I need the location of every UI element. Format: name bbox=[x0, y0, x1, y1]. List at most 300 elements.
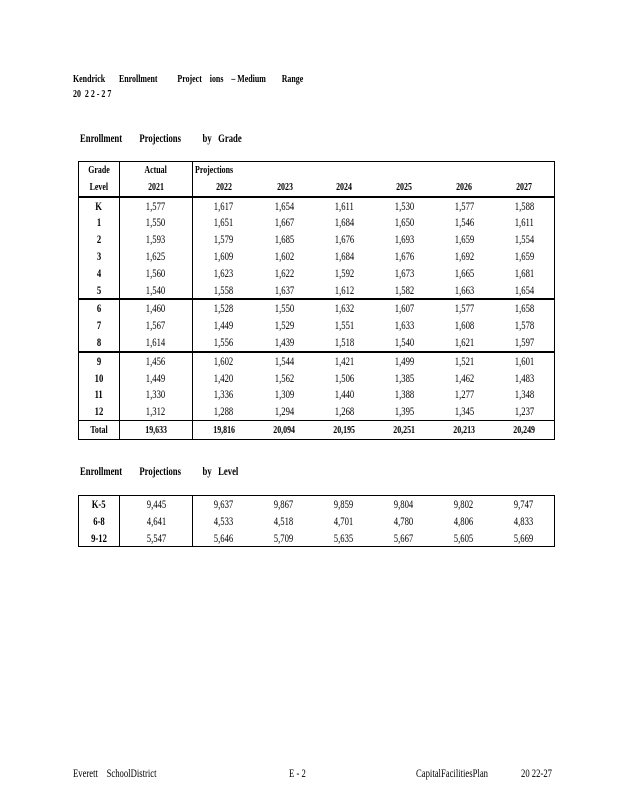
grade-cell bbox=[79, 214, 120, 231]
total-label-text: Total bbox=[90, 423, 108, 436]
value-cell-text: 4,806 bbox=[454, 513, 474, 528]
value-cell bbox=[119, 370, 192, 387]
grade-cell bbox=[79, 282, 120, 300]
value-cell bbox=[119, 317, 192, 334]
value-cell-text: 1,577 bbox=[454, 198, 474, 213]
value-cell bbox=[120, 496, 193, 513]
value-cell bbox=[374, 248, 434, 265]
value-cell bbox=[434, 403, 494, 420]
value-cell bbox=[255, 352, 315, 370]
value-cell-text: 1,597 bbox=[514, 334, 534, 349]
table-row bbox=[79, 370, 555, 387]
value-cell-text: 1,676 bbox=[394, 248, 415, 263]
value-cell-text: 1,611 bbox=[514, 215, 534, 230]
value-cell bbox=[192, 370, 254, 387]
value-cell bbox=[374, 282, 434, 300]
value-cell-text: 1,608 bbox=[454, 318, 474, 333]
value-cell-text: 1,449 bbox=[213, 318, 234, 333]
value-cell-text: 1,456 bbox=[146, 353, 166, 368]
value-cell bbox=[120, 530, 193, 547]
value-cell-text: 1,658 bbox=[514, 301, 534, 316]
grade-cell-text: K bbox=[95, 198, 103, 213]
value-cell-text: 1,312 bbox=[146, 404, 166, 419]
enrollment-by-grade-table bbox=[78, 161, 555, 440]
total-value bbox=[119, 420, 192, 439]
value-cell bbox=[255, 299, 315, 317]
value-cell-text: 1,518 bbox=[334, 334, 355, 349]
footer-plan-years bbox=[521, 766, 564, 781]
table-row bbox=[79, 248, 555, 265]
level-section-title-text: Enrollment Projections by Level bbox=[80, 464, 239, 478]
value-cell bbox=[434, 530, 494, 547]
value-cell bbox=[315, 317, 375, 334]
value-cell-text: 1,593 bbox=[146, 232, 166, 247]
value-cell-text: 9,637 bbox=[213, 497, 234, 511]
header-year bbox=[255, 179, 315, 197]
value-cell bbox=[374, 496, 434, 513]
value-cell-text: 1,592 bbox=[334, 265, 355, 280]
grade-cell bbox=[79, 403, 120, 420]
header-year bbox=[434, 179, 494, 197]
table-row bbox=[79, 299, 555, 317]
value-cell-text: 1,633 bbox=[394, 318, 415, 333]
value-cell-text: 1,693 bbox=[394, 232, 415, 247]
grade-cell-text: 3 bbox=[96, 248, 102, 263]
value-cell-text: 1,529 bbox=[274, 318, 295, 333]
total-value-text: 20,251 bbox=[393, 423, 416, 436]
grade-cell-text: 5 bbox=[96, 282, 102, 297]
value-cell-text: 1,506 bbox=[334, 370, 355, 385]
header-year-text: 2022 bbox=[215, 180, 232, 193]
value-cell-text: 5,635 bbox=[333, 530, 354, 545]
value-cell bbox=[119, 248, 192, 265]
value-cell bbox=[192, 282, 254, 300]
value-cell bbox=[192, 265, 254, 282]
value-cell bbox=[374, 299, 434, 317]
value-cell-text: 9,859 bbox=[333, 497, 354, 511]
value-cell bbox=[494, 352, 554, 370]
value-cell bbox=[434, 513, 494, 530]
table-header-row bbox=[79, 179, 555, 197]
value-cell bbox=[374, 530, 434, 547]
header-projections-text: Projections bbox=[194, 164, 233, 176]
grade-section-title bbox=[80, 131, 305, 146]
total-value-text: 20,213 bbox=[453, 423, 476, 436]
value-cell bbox=[374, 231, 434, 248]
value-cell bbox=[255, 248, 315, 265]
value-cell-text: 5,669 bbox=[514, 530, 534, 545]
value-cell-text: 1,521 bbox=[454, 353, 474, 368]
table-header-row bbox=[79, 162, 555, 179]
value-cell-text: 1,654 bbox=[514, 282, 534, 297]
value-cell bbox=[374, 317, 434, 334]
grade-cell-text: 7 bbox=[96, 318, 102, 333]
header-year-text: 2023 bbox=[276, 180, 293, 193]
total-value-text: 20,249 bbox=[513, 423, 535, 436]
value-cell-text: 1,611 bbox=[334, 198, 355, 213]
header-grade-text: Grade bbox=[88, 164, 110, 176]
value-cell-text: 1,667 bbox=[274, 215, 295, 230]
value-cell-text: 1,654 bbox=[274, 198, 295, 213]
value-cell-text: 1,348 bbox=[514, 387, 534, 402]
value-cell-text: 1,330 bbox=[146, 387, 166, 402]
value-cell bbox=[434, 231, 494, 248]
value-cell-text: 1,676 bbox=[334, 232, 355, 247]
value-cell-text: 1,440 bbox=[334, 387, 355, 402]
value-cell-text: 1,540 bbox=[394, 334, 415, 349]
total-value bbox=[494, 420, 554, 439]
value-cell bbox=[374, 265, 434, 282]
value-cell-text: 1,554 bbox=[514, 232, 534, 247]
value-cell-text: 1,288 bbox=[213, 404, 234, 419]
value-cell bbox=[494, 530, 555, 547]
value-cell bbox=[374, 513, 434, 530]
value-cell-text: 1,612 bbox=[334, 282, 355, 297]
value-cell bbox=[315, 265, 375, 282]
header-year-text: 2024 bbox=[336, 180, 353, 193]
grade-cell-text: 2 bbox=[96, 232, 102, 247]
value-cell bbox=[494, 299, 554, 317]
value-cell bbox=[374, 352, 434, 370]
grade-cell-text: 12 bbox=[94, 404, 104, 419]
value-cell bbox=[255, 214, 315, 231]
value-cell bbox=[119, 299, 192, 317]
value-cell-text: 1,579 bbox=[213, 232, 234, 247]
total-value-text: 19,816 bbox=[212, 423, 235, 436]
value-cell bbox=[434, 386, 494, 403]
grade-cell-text: 4 bbox=[96, 265, 102, 280]
footer-plan-name bbox=[416, 766, 516, 781]
value-cell-text: 1,577 bbox=[454, 301, 474, 316]
value-cell-text: 1,546 bbox=[454, 215, 474, 230]
footer-plan-name-text: CapitalFacilitiesPlan bbox=[416, 766, 488, 780]
value-cell bbox=[119, 386, 192, 403]
value-cell bbox=[315, 370, 375, 387]
title-line-2: 20 2 2 - 2 7 bbox=[73, 88, 112, 100]
value-cell bbox=[119, 265, 192, 282]
value-cell-text: 1,602 bbox=[213, 353, 234, 368]
value-cell-text: 1,617 bbox=[213, 198, 234, 213]
value-cell-text: 1,651 bbox=[213, 215, 234, 230]
value-cell-text: 1,588 bbox=[514, 198, 534, 213]
value-cell bbox=[193, 530, 254, 547]
table-row bbox=[79, 513, 555, 530]
value-cell-text: 5,667 bbox=[393, 530, 414, 545]
value-cell bbox=[192, 317, 254, 334]
value-cell bbox=[313, 530, 373, 547]
value-cell bbox=[494, 231, 554, 248]
grade-cell bbox=[79, 334, 120, 352]
grade-cell bbox=[79, 197, 120, 215]
table-row bbox=[79, 231, 555, 248]
value-cell-text: 5,605 bbox=[454, 530, 474, 545]
value-cell-text: 1,336 bbox=[213, 387, 234, 402]
value-cell-text: 9,804 bbox=[393, 497, 414, 511]
header-year bbox=[315, 179, 375, 197]
value-cell bbox=[119, 231, 192, 248]
value-cell-text: 1,551 bbox=[334, 318, 355, 333]
value-cell bbox=[315, 248, 375, 265]
value-cell bbox=[120, 513, 193, 530]
total-label bbox=[79, 420, 120, 439]
value-cell-text: 9,802 bbox=[454, 497, 474, 511]
value-cell bbox=[315, 231, 375, 248]
grade-cell bbox=[79, 265, 120, 282]
value-cell-text: 1,637 bbox=[274, 282, 295, 297]
total-value-text: 19,633 bbox=[144, 423, 167, 436]
table-row bbox=[79, 317, 555, 334]
value-cell-text: 4,701 bbox=[333, 513, 354, 528]
value-cell bbox=[119, 334, 192, 352]
value-cell-text: 1,420 bbox=[213, 370, 234, 385]
value-cell-text: 1,562 bbox=[274, 370, 295, 385]
value-cell-text: 1,550 bbox=[146, 215, 166, 230]
header-year bbox=[119, 179, 192, 197]
value-cell bbox=[192, 403, 254, 420]
level-section-title bbox=[80, 464, 300, 479]
value-cell bbox=[494, 513, 555, 530]
value-cell-text: 1,345 bbox=[454, 404, 474, 419]
header-actual-text: Actual bbox=[144, 164, 168, 176]
document-title bbox=[73, 73, 393, 85]
value-cell bbox=[255, 370, 315, 387]
value-cell bbox=[192, 231, 254, 248]
header-blank bbox=[494, 162, 554, 179]
value-cell-text: 1,550 bbox=[274, 301, 295, 316]
value-cell-text: 1,388 bbox=[394, 387, 415, 402]
header-year bbox=[494, 179, 554, 197]
value-cell bbox=[192, 386, 254, 403]
value-cell bbox=[434, 265, 494, 282]
table-row bbox=[79, 386, 555, 403]
grade-cell-text: 9 bbox=[96, 353, 102, 368]
header-level-text: Level bbox=[89, 180, 109, 193]
header-blank bbox=[255, 162, 315, 179]
value-cell-text: 1,449 bbox=[146, 370, 166, 385]
value-cell bbox=[494, 370, 554, 387]
total-value bbox=[315, 420, 375, 439]
value-cell-text: 1,277 bbox=[454, 387, 474, 402]
value-cell-text: 5,547 bbox=[146, 530, 166, 545]
header-year-text: 2025 bbox=[396, 180, 413, 193]
value-cell-text: 1,609 bbox=[213, 248, 234, 263]
value-cell bbox=[494, 386, 554, 403]
value-cell-text: 1,625 bbox=[146, 248, 166, 263]
value-cell bbox=[494, 496, 555, 513]
value-cell-text: 4,518 bbox=[273, 513, 294, 528]
value-cell bbox=[315, 386, 375, 403]
level-cell bbox=[79, 496, 120, 513]
value-cell bbox=[434, 214, 494, 231]
header-blank bbox=[434, 162, 494, 179]
table-row bbox=[79, 530, 555, 547]
value-cell-text: 1,614 bbox=[146, 334, 166, 349]
value-cell bbox=[119, 197, 192, 215]
value-cell-text: 1,237 bbox=[514, 404, 534, 419]
value-cell-text: 1,544 bbox=[274, 353, 295, 368]
value-cell bbox=[434, 334, 494, 352]
value-cell-text: 1,309 bbox=[274, 387, 295, 402]
value-cell bbox=[255, 265, 315, 282]
value-cell bbox=[315, 403, 375, 420]
value-cell-text: 9,747 bbox=[514, 497, 534, 511]
value-cell-text: 1,530 bbox=[394, 198, 415, 213]
footer-plan-years-text: 20 22-27 bbox=[521, 766, 552, 780]
total-value bbox=[434, 420, 494, 439]
value-cell bbox=[255, 282, 315, 300]
header-grade bbox=[79, 162, 120, 179]
value-cell bbox=[434, 496, 494, 513]
table-row bbox=[79, 496, 555, 513]
value-cell-text: 1,578 bbox=[514, 318, 534, 333]
value-cell bbox=[494, 248, 554, 265]
value-cell-text: 1,294 bbox=[274, 404, 295, 419]
value-cell bbox=[313, 496, 373, 513]
value-cell bbox=[192, 197, 254, 215]
grade-cell bbox=[79, 370, 120, 387]
value-cell-text: 1,462 bbox=[454, 370, 474, 385]
level-cell-text: 9-12 bbox=[91, 530, 107, 545]
footer-page-number bbox=[289, 766, 312, 781]
value-cell bbox=[434, 197, 494, 215]
value-cell-text: 1,268 bbox=[334, 404, 355, 419]
level-cell-text: 6-8 bbox=[93, 513, 105, 528]
value-cell-text: 1,684 bbox=[334, 248, 355, 263]
value-cell bbox=[313, 513, 373, 530]
value-cell-text: 1,622 bbox=[274, 265, 295, 280]
value-cell-text: 1,685 bbox=[274, 232, 295, 247]
value-cell bbox=[374, 386, 434, 403]
footer-district-text: Everett SchoolDistrict bbox=[73, 766, 157, 780]
value-cell-text: 1,577 bbox=[146, 198, 166, 213]
value-cell bbox=[255, 334, 315, 352]
value-cell bbox=[192, 334, 254, 352]
value-cell-text: 1,560 bbox=[146, 265, 166, 280]
value-cell bbox=[253, 513, 313, 530]
enrollment-by-level-table bbox=[78, 495, 555, 547]
value-cell bbox=[253, 496, 313, 513]
value-cell bbox=[494, 403, 554, 420]
value-cell bbox=[434, 317, 494, 334]
value-cell-text: 4,641 bbox=[146, 513, 166, 528]
value-cell bbox=[315, 282, 375, 300]
value-cell bbox=[193, 496, 254, 513]
value-cell bbox=[374, 214, 434, 231]
total-value bbox=[192, 420, 254, 439]
value-cell bbox=[434, 282, 494, 300]
grade-cell-text: 6 bbox=[96, 301, 102, 316]
value-cell-text: 5,709 bbox=[273, 530, 294, 545]
table-row bbox=[79, 197, 555, 215]
value-cell bbox=[434, 370, 494, 387]
value-cell-text: 1,421 bbox=[334, 353, 355, 368]
value-cell-text: 1,601 bbox=[514, 353, 534, 368]
grade-cell bbox=[79, 352, 120, 370]
table-row bbox=[79, 352, 555, 370]
value-cell-text: 1,663 bbox=[454, 282, 474, 297]
value-cell bbox=[192, 214, 254, 231]
value-cell bbox=[192, 352, 254, 370]
header-year-text: 2021 bbox=[147, 180, 164, 193]
header-blank bbox=[374, 162, 434, 179]
value-cell bbox=[255, 403, 315, 420]
grade-cell bbox=[79, 231, 120, 248]
value-cell bbox=[315, 352, 375, 370]
grade-cell-text: 1 bbox=[96, 215, 102, 230]
value-cell-text: 1,540 bbox=[146, 282, 166, 297]
grade-cell bbox=[79, 299, 120, 317]
value-cell bbox=[374, 370, 434, 387]
value-cell-text: 1,460 bbox=[146, 301, 166, 316]
value-cell bbox=[193, 513, 254, 530]
value-cell-text: 1,632 bbox=[334, 301, 355, 316]
value-cell bbox=[494, 214, 554, 231]
total-value bbox=[374, 420, 434, 439]
total-value bbox=[255, 420, 315, 439]
value-cell-text: 1,582 bbox=[394, 282, 415, 297]
value-cell-text: 1,623 bbox=[213, 265, 234, 280]
value-cell bbox=[494, 282, 554, 300]
value-cell-text: 1,395 bbox=[394, 404, 415, 419]
value-cell bbox=[494, 317, 554, 334]
header-year bbox=[192, 179, 254, 197]
value-cell-text: 1,692 bbox=[454, 248, 474, 263]
value-cell bbox=[494, 334, 554, 352]
level-cell bbox=[79, 530, 120, 547]
grade-cell bbox=[79, 386, 120, 403]
value-cell-text: 5,646 bbox=[213, 530, 234, 545]
value-cell-text: 1,567 bbox=[146, 318, 166, 333]
value-cell-text: 1,673 bbox=[394, 265, 415, 280]
value-cell-text: 1,681 bbox=[514, 265, 534, 280]
value-cell-text: 1,556 bbox=[213, 334, 234, 349]
header-blank bbox=[315, 162, 375, 179]
value-cell bbox=[494, 197, 554, 215]
value-cell bbox=[119, 403, 192, 420]
value-cell bbox=[255, 386, 315, 403]
total-value-text: 20,094 bbox=[273, 423, 296, 436]
grade-cell-text: 8 bbox=[96, 334, 102, 349]
value-cell bbox=[119, 352, 192, 370]
table-row bbox=[79, 214, 555, 231]
table-row bbox=[79, 282, 555, 300]
value-cell bbox=[255, 231, 315, 248]
value-cell bbox=[434, 248, 494, 265]
value-cell bbox=[374, 334, 434, 352]
grade-cell-text: 11 bbox=[94, 387, 104, 402]
total-value-text: 20,195 bbox=[333, 423, 356, 436]
value-cell bbox=[315, 197, 375, 215]
header-actual bbox=[119, 162, 192, 179]
value-cell bbox=[315, 214, 375, 231]
header-projections bbox=[192, 162, 254, 179]
table-row bbox=[79, 265, 555, 282]
value-cell-text: 1,499 bbox=[394, 353, 415, 368]
value-cell-text: 4,833 bbox=[514, 513, 534, 528]
value-cell-text: 1,483 bbox=[514, 370, 534, 385]
header-year bbox=[374, 179, 434, 197]
value-cell-text: 4,780 bbox=[393, 513, 414, 528]
grade-cell-text: 10 bbox=[94, 370, 104, 385]
header-year-text: 2026 bbox=[456, 180, 473, 193]
value-cell-text: 1,528 bbox=[213, 301, 234, 316]
value-cell bbox=[434, 299, 494, 317]
value-cell bbox=[192, 299, 254, 317]
value-cell bbox=[255, 317, 315, 334]
value-cell bbox=[374, 197, 434, 215]
value-cell-text: 4,533 bbox=[213, 513, 234, 528]
value-cell-text: 1,659 bbox=[514, 248, 534, 263]
